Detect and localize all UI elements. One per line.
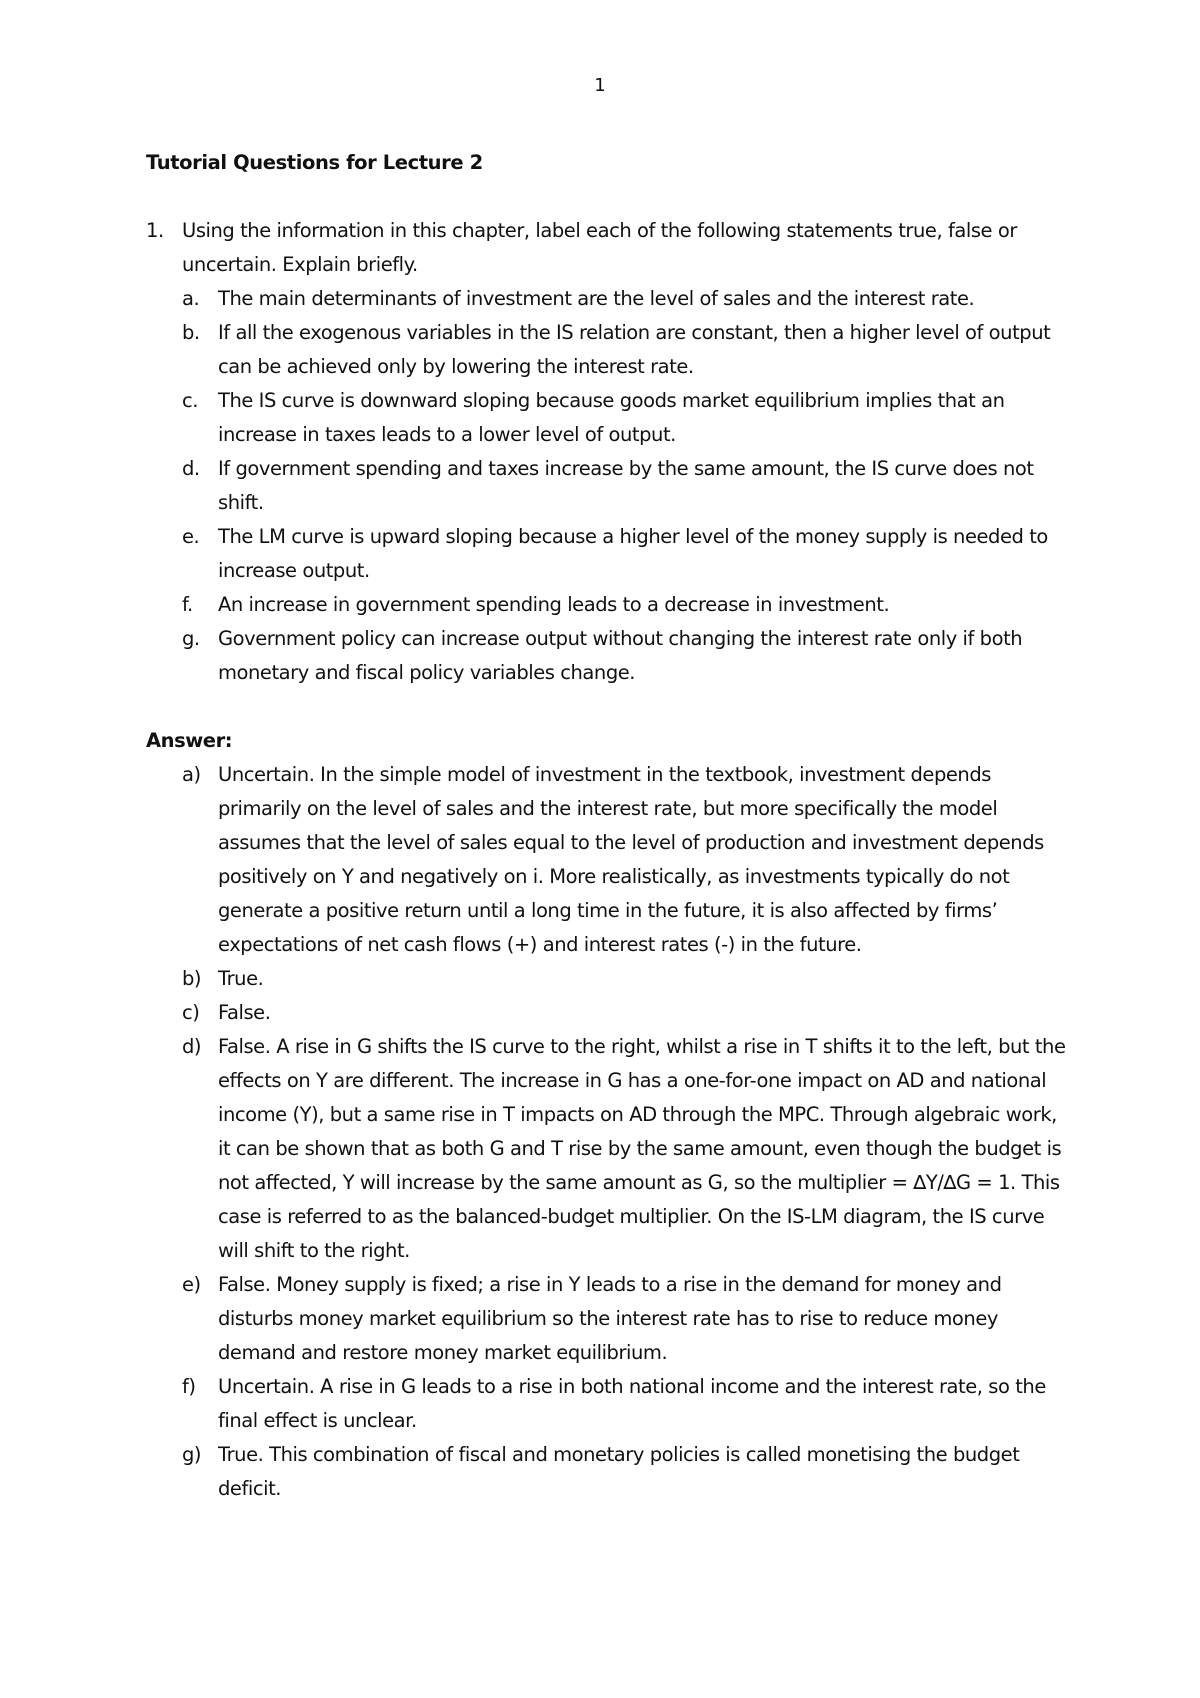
question-number: 1. (146, 219, 164, 242)
answer-text: Uncertain. A rise in G leads to a rise in both national income and the interest rate, so the final effect is unclear. (218, 1375, 1046, 1432)
document-title: Tutorial Questions for Lecture 2 (146, 151, 483, 174)
answer-label: f) (182, 1375, 196, 1398)
statement-g (182, 622, 1066, 690)
answer-text: Uncertain. In the simple model of investment in the textbook, investment depends primarily on the level of sales and the interest rate, but more specifically the model assumes that the level of sales equal to the level of production and investment depends positively on Y and negatively on i. More realistically, as investments typically do not generate a positive return until a long time in the future, it is also affected by firms’ expectations of net cash flows (+) and interest rates (-) in the future. (218, 763, 1044, 956)
answer-label: g) (182, 1443, 202, 1466)
answer-text: False. (218, 1001, 271, 1024)
statement-f (182, 588, 1066, 622)
document-body (146, 146, 1066, 1506)
answer-text: False. A rise in G shifts the IS curve to the right, whilst a rise in T shifts it to the left, but the effects on Y are different. The increase in G has a one-for-one impact on AD and national income (Y), but a same rise in T impacts on AD through the MPC. Through algebraic work, it can be shown that as both G and T rise by the same amount, even though the budget is not affected, Y will increase by the same amount as G, so the multiplier = ∆Y/∆G = 1. This case is referred to as the balanced-budget multiplier. On the IS-LM diagram, the IS curve will shift to the right. (218, 1035, 1066, 1262)
statement-c (182, 384, 1066, 452)
page-number: 1 (594, 75, 606, 96)
answer-label: b) (182, 967, 202, 990)
statement-label: d. (182, 457, 200, 480)
statement-text: An increase in government spending leads to a decrease in investment. (218, 593, 890, 616)
statement-label: b. (182, 321, 200, 344)
question-statements (146, 282, 1066, 690)
answer-d (182, 1030, 1066, 1268)
answer-e (182, 1268, 1066, 1370)
statement-label: e. (182, 525, 200, 548)
statement-text: The LM curve is upward sloping because a higher level of the money supply is needed to increase output. (218, 525, 1048, 582)
answer-a (182, 758, 1066, 962)
statement-label: g. (182, 627, 200, 650)
statement-text: If government spending and taxes increase by the same amount, the IS curve does not shift. (218, 457, 1034, 514)
statement-b (182, 316, 1066, 384)
statement-label: c. (182, 389, 199, 412)
answer-list (146, 758, 1066, 1506)
answer-label: d) (182, 1035, 202, 1058)
answer-text: True. (218, 967, 264, 990)
statement-e (182, 520, 1066, 588)
statement-text: Government policy can increase output without changing the interest rate only if both monetary and fiscal policy variables change. (218, 627, 1023, 684)
answer-text: True. This combination of fiscal and monetary policies is called monetising the budget deficit. (218, 1443, 1020, 1500)
question-text: Using the information in this chapter, label each of the following statements true, false or uncertain. Explain briefly. (182, 219, 1017, 276)
answer-heading: Answer: (146, 729, 233, 752)
answer-label: e) (182, 1273, 201, 1296)
statement-d (182, 452, 1066, 520)
answer-b (182, 962, 1066, 996)
answer-g (182, 1438, 1066, 1506)
question-1 (146, 214, 1066, 282)
statement-label: f. (182, 593, 193, 616)
statement-text: If all the exogenous variables in the IS relation are constant, then a higher level of output can be achieved only by lowering the interest rate. (218, 321, 1051, 378)
answer-text: False. Money supply is fixed; a rise in Y leads to a rise in the demand for money and disturbs money market equilibrium so the interest rate has to rise to reduce money demand and restore money market equilibrium. (218, 1273, 1002, 1364)
statement-text: The IS curve is downward sloping because goods market equilibrium implies that an increase in taxes leads to a lower level of output. (218, 389, 1005, 446)
statement-a (182, 282, 1066, 316)
statement-label: a. (182, 287, 200, 310)
statement-text: The main determinants of investment are the level of sales and the interest rate. (218, 287, 975, 310)
answer-label: c) (182, 1001, 200, 1024)
answer-f (182, 1370, 1066, 1438)
answer-label: a) (182, 763, 201, 786)
answer-c (182, 996, 1066, 1030)
